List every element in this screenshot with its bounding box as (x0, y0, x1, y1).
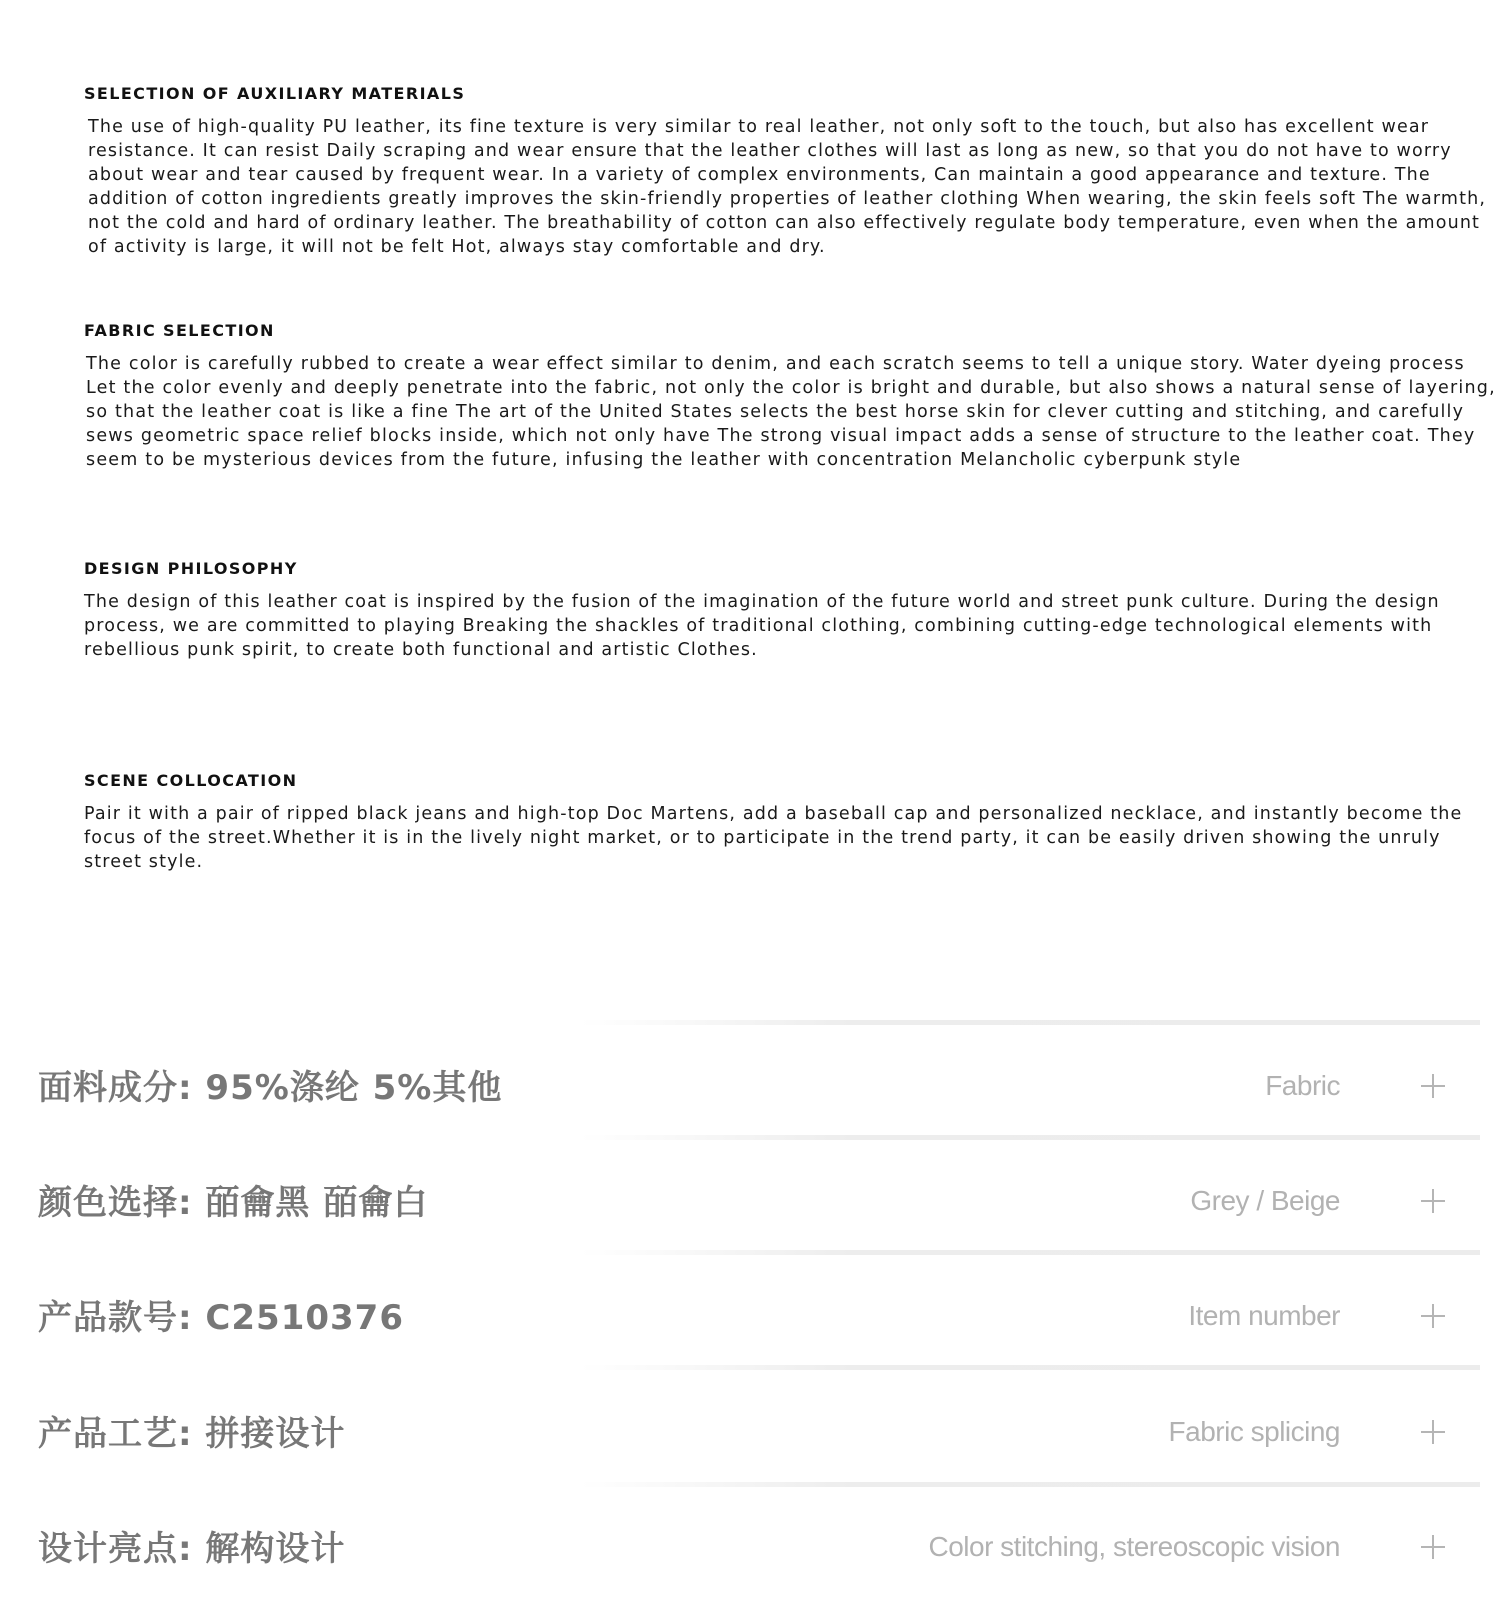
section-heading: DESIGN PHILOSOPHY (84, 559, 298, 578)
spec-divider (580, 1135, 1480, 1140)
section-body: Pair it with a pair of ripped black jeans and high-top Doc Martens, add a baseball cap and personalized necklace, and instantly become the focus of the street.Whether it is in the lively night market, or to participate in the trend party, it can be easily driven showing the unruly street style. (84, 804, 1463, 872)
section-body: The design of this leather coat is inspired by the fusion of the imagination of the future world and street punk culture. During the design process, we are committed to playing Breaking the shackles of traditional clothing, combining cutting-edge technological elements with rebellious punk spirit, to create both functional and artistic Clothes. (84, 592, 1440, 660)
spec-divider (580, 1365, 1480, 1370)
plus-icon[interactable] (1421, 1074, 1445, 1098)
section-heading: FABRIC SELECTION (84, 321, 275, 340)
spec-label-en: Item number (1188, 1300, 1340, 1331)
spec-divider (580, 1482, 1480, 1487)
spec-divider (580, 1250, 1480, 1255)
spec-row-craft[interactable] (0, 1378, 1500, 1496)
spec-label-en: Grey / Beige (1190, 1185, 1340, 1216)
section-design-philosophy (84, 559, 1489, 662)
section-scene-collocation (84, 771, 1489, 874)
plus-icon[interactable] (1421, 1535, 1445, 1559)
plus-icon[interactable] (1421, 1189, 1445, 1213)
spec-row-highlight[interactable] (0, 1493, 1500, 1611)
spec-label-en: Color stitching, stereoscopic vision (928, 1531, 1340, 1562)
section-auxiliary-materials (84, 84, 1489, 259)
spec-label-cn: 面料成分: 95%涤纶 5%其他 (38, 1068, 503, 1108)
plus-icon[interactable] (1421, 1420, 1445, 1444)
spec-row-item-number[interactable] (0, 1262, 1500, 1380)
section-heading: SCENE COLLOCATION (84, 771, 298, 790)
spec-label-cn: 设计亮点: 解构设计 (38, 1529, 346, 1569)
spec-divider (580, 1020, 1480, 1025)
section-heading: SELECTION OF AUXILIARY MATERIALS (84, 84, 466, 103)
spec-label-en: Fabric (1265, 1070, 1340, 1101)
section-body: The color is carefully rubbed to create a wear effect similar to denim, and each scratch seems to tell a unique story. Water dyeing process Let the color evenly and deeply penetrate into the fabric, not only the color is bright and durable, but also shows a natural sense of layering, so that the leather coat is like a fine The art of the United States selects the best horse skin for clever cutting and stitching, and carefully sews geometric space relief blocks inside, which not only have The strong visual impact adds a sense of structure to the leather coat. They seem to be mysterious devices from the future, infusing the leather with concentration Melancholic cyberpunk style (86, 354, 1496, 470)
spec-label-cn: 颜色选择: 皕龠黑 皕龠白 (38, 1183, 429, 1223)
spec-row-color[interactable] (0, 1147, 1500, 1265)
spec-label-cn: 产品工艺: 拼接设计 (38, 1414, 346, 1454)
spec-label-en: Fabric splicing (1168, 1416, 1340, 1447)
spec-row-fabric[interactable] (0, 1032, 1500, 1150)
plus-icon[interactable] (1421, 1304, 1445, 1328)
section-fabric-selection (84, 321, 1500, 472)
spec-label-cn: 产品款号: C2510376 (38, 1298, 404, 1338)
section-body: The use of high-quality PU leather, its fine texture is very similar to real leather, not only soft to the touch, but also has excellent wear resistance. It can resist Daily scraping and wear ensure that the leather clothes will last as long as new, so that you do not have to worry about wear and tear caused by frequent wear. In a variety of complex environments, Can maintain a good appearance and texture. The addition of cotton ingredients greatly improves the skin-friendly properties of leather clothing When wearing, the skin feels soft The warmth, not the cold and hard of ordinary leather. The breathability of cotton can also effectively regulate body temperature, even when the amount of activity is large, it will not be felt Hot, always stay comfortable and dry. (88, 117, 1487, 257)
